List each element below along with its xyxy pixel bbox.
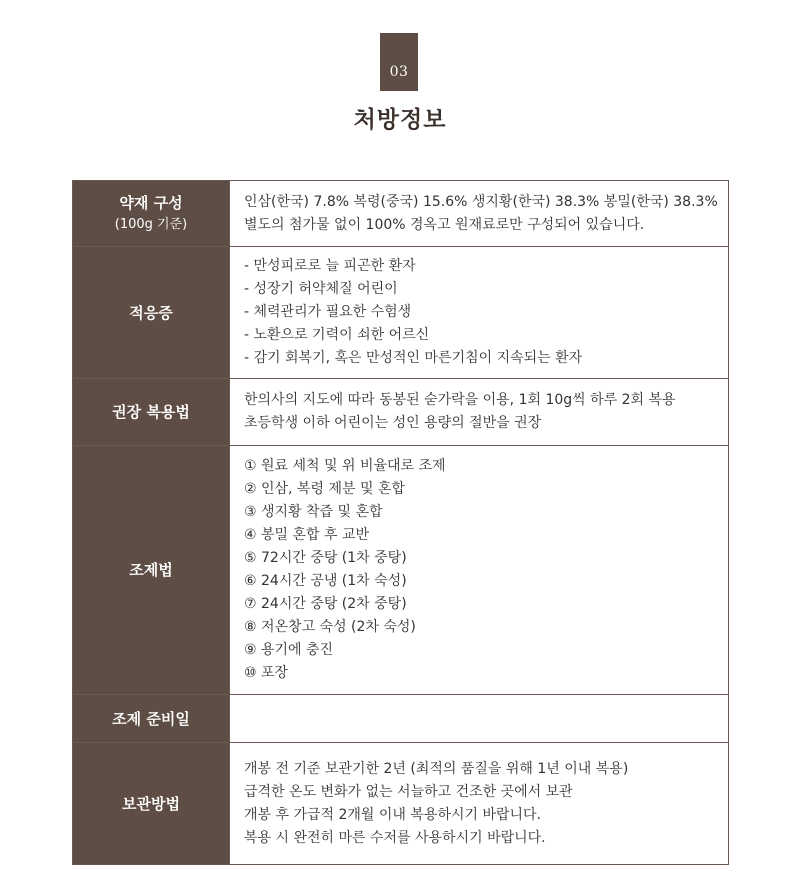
- row-preparation-method: [73, 446, 728, 695]
- row-dosage: [73, 379, 728, 446]
- content-line: ⑨ 용기에 충진: [244, 642, 334, 658]
- content-line: 개봉 전 기준 보관기한 2년 (최적의 품질을 위해 1년 이내 복용): [244, 760, 629, 777]
- row-content-empty: [230, 695, 728, 742]
- content-line: - 감기 회복기, 혹은 만성적인 마른기침이 지속되는 환자: [244, 350, 583, 366]
- prescription-info-table: [72, 180, 729, 865]
- content-line: ⑦ 24시간 중탕 (2차 중탕): [244, 596, 407, 612]
- row-header: [73, 379, 230, 445]
- row-storage: [73, 743, 728, 864]
- row-header: [73, 247, 230, 378]
- content-line: 복용 시 완전히 마른 수저를 사용하시기 바랍니다.: [244, 829, 546, 846]
- row-header: [73, 181, 230, 246]
- content-line: 한의사의 지도에 따라 동봉된 숟가락을 이용, 1회 10g씩 하루 2회 복용: [244, 392, 676, 408]
- content-line: ④ 봉밀 혼합 후 교반: [244, 527, 370, 543]
- row-sublabel: (100g 기준): [114, 216, 188, 232]
- content-line: ⑩ 포장: [244, 665, 289, 681]
- row-preparation-date: [73, 695, 728, 743]
- row-label: 적응증: [129, 303, 173, 322]
- row-composition: [73, 181, 728, 247]
- section-number: 03: [389, 64, 409, 80]
- content-line: ① 원료 세척 및 위 비율대로 조제: [244, 458, 446, 474]
- content-line: ⑥ 24시간 공냉 (1차 숙성): [244, 573, 407, 589]
- content-line: 별도의 첨가물 없이 100% 경옥고 원재료로만 구성되어 있습니다.: [244, 216, 645, 233]
- content-line: - 만성피로로 늘 피곤한 환자: [244, 258, 416, 274]
- content-line: 급격한 온도 변화가 없는 서늘하고 건조한 곳에서 보관: [244, 783, 573, 800]
- row-label: 조제법: [129, 561, 173, 579]
- row-label: 약재 구성: [119, 193, 183, 212]
- content-line: ⑧ 저온창고 숙성 (2차 숙성): [244, 619, 416, 635]
- content-line: - 성장기 허약체질 어린이: [244, 281, 398, 297]
- section-title: 처방정보: [353, 106, 447, 133]
- content-line: ② 인삼, 복령 제분 및 혼합: [244, 481, 405, 497]
- content-line: ③ 생지황 착즙 및 혼합: [244, 504, 383, 520]
- row-header: [73, 446, 230, 694]
- row-content: [230, 379, 728, 445]
- content-line: - 노환으로 기력이 쇠한 어르신: [244, 327, 430, 343]
- row-header: [73, 695, 230, 742]
- row-label: 권장 복용법: [112, 403, 190, 421]
- row-content: [230, 247, 728, 378]
- row-header: [73, 743, 230, 864]
- row-content: [230, 743, 728, 864]
- row-indications: [73, 247, 728, 379]
- row-content: [230, 446, 728, 694]
- content-line: - 체력관리가 필요한 수험생: [244, 304, 412, 320]
- row-label: 조제 준비일: [112, 709, 190, 728]
- content-line: ⑤ 72시간 중탕 (1차 중탕): [244, 550, 407, 566]
- content-line: 초등학생 이하 어린이는 성인 용량의 절반을 권장: [244, 415, 542, 431]
- row-content: [230, 181, 732, 246]
- content-line: 개봉 후 가급적 2개월 이내 복용하시기 바랍니다.: [244, 806, 542, 823]
- content-line: 인삼(한국) 7.8% 복령(중국) 15.6% 생지황(한국) 38.3% 봉밀(한국) 38.3%: [244, 193, 718, 210]
- row-label: 보관방법: [122, 794, 180, 813]
- section-number-badge: [380, 33, 418, 91]
